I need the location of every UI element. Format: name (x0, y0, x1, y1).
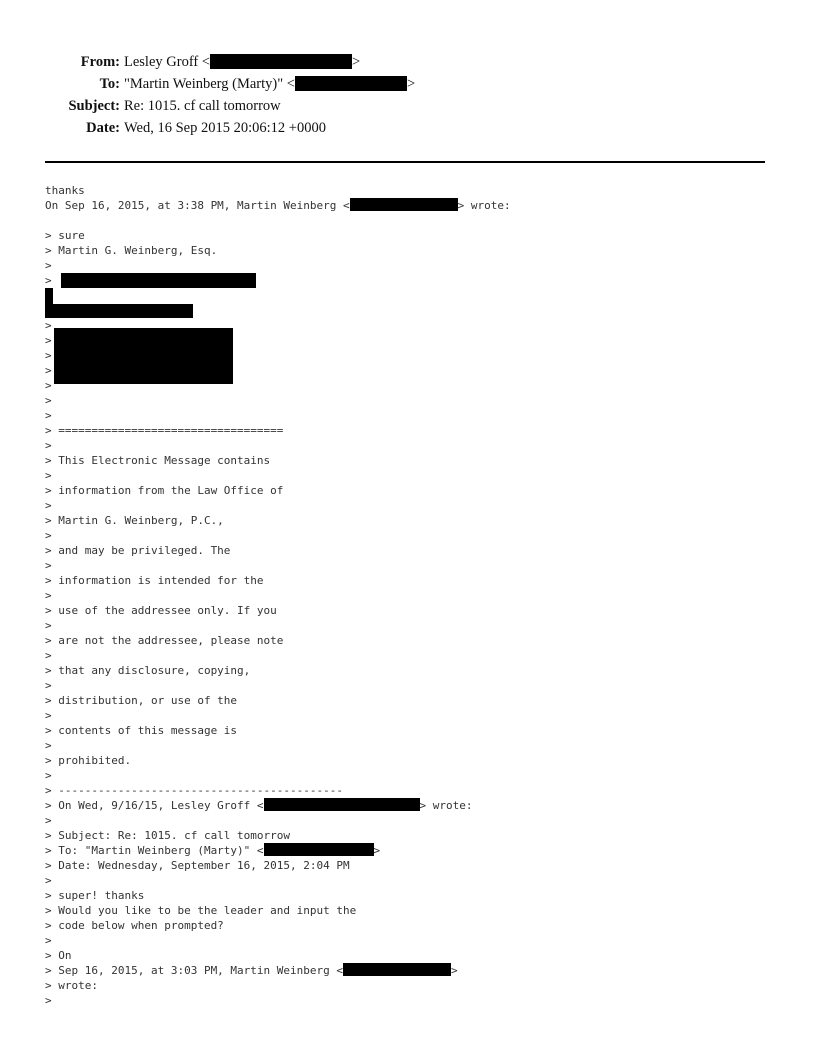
disclaimer-line: > This Electronic Message contains (45, 454, 271, 467)
redaction-block (45, 304, 193, 318)
quoted-line: > (45, 874, 52, 887)
quoted-line: > (45, 994, 52, 1007)
quoted-attribution (45, 963, 785, 978)
quoted-signature: > Martin G. Weinberg, Esq. (45, 244, 218, 257)
subject-label: Subject: (68, 98, 120, 114)
disclaimer-line: > that any disclosure, copying, (45, 664, 251, 677)
quoted-line: > (45, 394, 52, 407)
quoted-line: > (45, 349, 52, 362)
quoted-line: > (45, 739, 52, 752)
quoted-line: > (45, 274, 59, 287)
quoted-line: > Would you like to be the leader and input the (45, 904, 357, 917)
quoted-line: > (45, 319, 52, 332)
bracket-close: > (352, 54, 361, 70)
quoted-to (45, 843, 785, 858)
attribution-text: > wrote: (419, 799, 473, 812)
quoted-line: > (45, 679, 52, 692)
disclaimer-line: > use of the addressee only. If you (45, 604, 277, 617)
date-label: Date: (86, 120, 120, 136)
attribution-text: > Sep 16, 2015, at 3:03 PM, Martin Weinberg < (45, 964, 344, 977)
quoted-line: > (45, 589, 52, 602)
subject-line (0, 95, 360, 117)
header-divider (45, 161, 765, 163)
redaction-block (210, 54, 352, 69)
redaction-block (350, 198, 458, 211)
quoted-line: > (45, 334, 52, 347)
from-value: Lesley Groff < (124, 54, 211, 70)
quoted-line: > code below when prompted? (45, 919, 224, 932)
quoted-line: > (45, 649, 52, 662)
redaction-block (343, 963, 451, 976)
disclaimer-line: > Martin G. Weinberg, P.C., (45, 514, 224, 527)
quoted-line: > (45, 499, 52, 512)
quoted-attribution (45, 798, 785, 813)
quoted-line: > wrote: (45, 979, 98, 992)
attribution-text: > (451, 964, 458, 977)
redaction-block (264, 843, 374, 856)
bracket-close: > (406, 76, 416, 92)
quoted-line: > (45, 409, 52, 422)
subject-value: Re: 1015. cf call tomorrow (124, 98, 281, 114)
disclaimer-line: > prohibited. (45, 754, 132, 767)
reply-attribution (45, 198, 785, 213)
redaction-block (54, 328, 233, 384)
quoted-line: > (45, 934, 52, 947)
body-text: thanks (45, 184, 85, 197)
quoted-line: > (45, 559, 52, 572)
date-value: Wed, 16 Sep 2015 20:06:12 +0000 (124, 120, 326, 136)
to-line (0, 73, 416, 95)
disclaimer-line: > and may be privileged. The (45, 544, 231, 557)
disclaimer-line: > distribution, or use of the (45, 694, 238, 707)
date-line (0, 117, 360, 139)
quoted-line: > (45, 709, 52, 722)
quoted-line: > (45, 769, 52, 782)
from-line (0, 51, 360, 73)
redaction-block (61, 273, 256, 288)
to-label: To: (99, 76, 120, 92)
quoted-line: > (45, 379, 52, 392)
to-value: "Martin Weinberg (Marty)" < (124, 76, 295, 92)
quoted-date: > Date: Wednesday, September 16, 2015, 2:04 PM (45, 859, 350, 872)
disclaimer-line: > are not the addressee, please note (45, 634, 284, 647)
quoted-line: > (45, 529, 52, 542)
quoted-line: > (45, 439, 52, 452)
quoted-line: > (45, 469, 52, 482)
quoted-line: > (45, 364, 52, 377)
quoted-line: > sure (45, 229, 85, 242)
disclaimer-line: > information is intended for the (45, 574, 264, 587)
attribution-text: > wrote: (457, 199, 511, 212)
quoted-line: > (45, 814, 52, 827)
from-label: From: (80, 54, 120, 70)
disclaimer-line: > information from the Law Office of (45, 484, 284, 497)
quoted-line: > (45, 619, 52, 632)
disclaimer-line: > contents of this message is (45, 724, 238, 737)
quoted-subject: > Subject: Re: 1015. cf call tomorrow (45, 829, 291, 842)
attribution-text: > On Wed, 9/16/15, Lesley Groff < (45, 799, 264, 812)
quoted-dashes: > ------------------------------------------- (45, 784, 344, 797)
quoted-line: > On (45, 949, 72, 962)
quoted-to-text: > (373, 844, 381, 857)
redaction-block (45, 288, 53, 304)
redaction-block (295, 76, 407, 91)
quoted-line (45, 288, 785, 303)
quoted-line: > (45, 259, 52, 272)
redaction-block (264, 798, 420, 811)
quoted-line: > super! thanks (45, 889, 145, 902)
quoted-separator: > ================================== (45, 424, 284, 437)
quoted-to-text: > To: "Martin Weinberg (Marty)" < (45, 844, 264, 857)
attribution-text: On Sep 16, 2015, at 3:38 PM, Martin Weinberg < (45, 199, 350, 212)
